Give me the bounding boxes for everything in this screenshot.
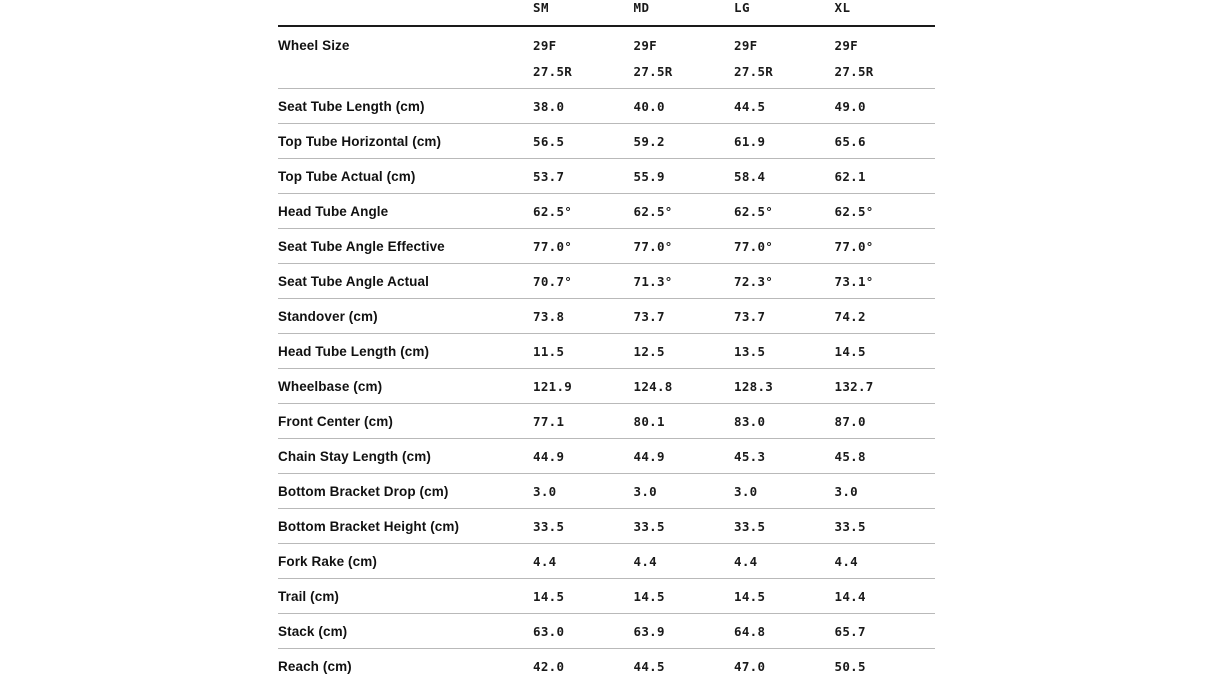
cell-value bbox=[835, 89, 936, 124]
cell-value bbox=[533, 299, 634, 334]
cell-value bbox=[533, 544, 634, 579]
cell-value bbox=[533, 194, 634, 229]
table-row bbox=[278, 369, 935, 404]
cell-value bbox=[634, 264, 735, 299]
cell-value-primary: 14.5 bbox=[633, 589, 665, 604]
cell-value-primary: 14.5 bbox=[533, 589, 565, 604]
cell-value bbox=[634, 124, 735, 159]
cell-value bbox=[835, 159, 936, 194]
cell-value bbox=[835, 334, 936, 369]
cell-value-primary: 11.5 bbox=[533, 344, 565, 359]
column-header-lg: LG bbox=[734, 0, 835, 26]
cell-value-primary: 128.3 bbox=[734, 379, 774, 394]
cell-value bbox=[533, 229, 634, 264]
cell-value bbox=[734, 614, 835, 649]
table-row bbox=[278, 404, 935, 439]
cell-value bbox=[533, 579, 634, 614]
cell-value bbox=[734, 474, 835, 509]
cell-value bbox=[835, 264, 936, 299]
column-header-xl: XL bbox=[835, 0, 936, 26]
cell-value-primary: 63.0 bbox=[533, 624, 565, 639]
cell-value-primary: 73.7 bbox=[633, 309, 665, 324]
cell-value-primary: 132.7 bbox=[834, 379, 874, 394]
table-row bbox=[278, 194, 935, 229]
table-row bbox=[278, 334, 935, 369]
cell-value bbox=[634, 404, 735, 439]
cell-value-secondary: 27.5R bbox=[533, 64, 573, 79]
cell-value bbox=[533, 509, 634, 544]
cell-value bbox=[533, 439, 634, 474]
cell-value-primary: 59.2 bbox=[633, 134, 665, 149]
cell-value-primary: 12.5 bbox=[633, 344, 665, 359]
cell-value-primary: 29F bbox=[533, 38, 557, 53]
cell-value-primary: 74.2 bbox=[834, 309, 866, 324]
row-label: Top Tube Horizontal (cm) bbox=[278, 124, 533, 159]
table-corner-cell bbox=[278, 0, 533, 26]
cell-value bbox=[734, 509, 835, 544]
cell-value-primary: 77.0° bbox=[834, 239, 874, 254]
cell-value bbox=[533, 649, 634, 683]
cell-value bbox=[533, 264, 634, 299]
cell-value-primary: 29F bbox=[633, 38, 657, 53]
table-row bbox=[278, 474, 935, 509]
table-row bbox=[278, 159, 935, 194]
cell-value bbox=[734, 89, 835, 124]
cell-value bbox=[835, 614, 936, 649]
cell-value-primary: 53.7 bbox=[533, 169, 565, 184]
cell-value bbox=[533, 159, 634, 194]
cell-value bbox=[734, 439, 835, 474]
cell-value bbox=[634, 439, 735, 474]
cell-value bbox=[835, 229, 936, 264]
row-label: Head Tube Length (cm) bbox=[278, 334, 533, 369]
table-body bbox=[278, 26, 935, 683]
table-row bbox=[278, 89, 935, 124]
cell-value bbox=[634, 614, 735, 649]
cell-value-primary: 77.0° bbox=[633, 239, 673, 254]
cell-value-primary: 50.5 bbox=[834, 659, 866, 674]
cell-value-primary: 87.0 bbox=[834, 414, 866, 429]
cell-value bbox=[734, 124, 835, 159]
cell-value-primary: 45.3 bbox=[734, 449, 766, 464]
cell-value bbox=[835, 369, 936, 404]
table-row bbox=[278, 26, 935, 89]
cell-value-primary: 42.0 bbox=[533, 659, 565, 674]
cell-value-primary: 38.0 bbox=[533, 99, 565, 114]
cell-value bbox=[533, 614, 634, 649]
cell-value-secondary: 27.5R bbox=[734, 64, 774, 79]
cell-value bbox=[835, 124, 936, 159]
cell-value bbox=[835, 649, 936, 683]
cell-value-primary: 73.8 bbox=[533, 309, 565, 324]
row-label: Stack (cm) bbox=[278, 614, 533, 649]
cell-value-primary: 33.5 bbox=[834, 519, 866, 534]
row-label: Trail (cm) bbox=[278, 579, 533, 614]
cell-value-primary: 14.5 bbox=[834, 344, 866, 359]
cell-value bbox=[634, 26, 735, 89]
row-label: Top Tube Actual (cm) bbox=[278, 159, 533, 194]
cell-value-primary: 62.5° bbox=[633, 204, 673, 219]
cell-value bbox=[533, 369, 634, 404]
cell-value bbox=[835, 404, 936, 439]
cell-value-primary: 121.9 bbox=[533, 379, 573, 394]
geometry-table bbox=[278, 0, 935, 683]
cell-value bbox=[734, 369, 835, 404]
cell-value bbox=[634, 579, 735, 614]
cell-value bbox=[533, 124, 634, 159]
cell-value bbox=[835, 474, 936, 509]
row-label: Wheelbase (cm) bbox=[278, 369, 533, 404]
cell-value bbox=[533, 334, 634, 369]
table-row bbox=[278, 649, 935, 683]
cell-value-primary: 33.5 bbox=[633, 519, 665, 534]
row-label: Head Tube Angle bbox=[278, 194, 533, 229]
cell-value-primary: 4.4 bbox=[734, 554, 758, 569]
cell-value-primary: 33.5 bbox=[734, 519, 766, 534]
row-label: Wheel Size bbox=[278, 26, 533, 89]
cell-value bbox=[634, 544, 735, 579]
cell-value-primary: 73.1° bbox=[834, 274, 874, 289]
table-row bbox=[278, 264, 935, 299]
cell-value-primary: 77.0° bbox=[533, 239, 573, 254]
cell-value bbox=[734, 159, 835, 194]
table-row bbox=[278, 509, 935, 544]
table-row bbox=[278, 544, 935, 579]
cell-value bbox=[734, 404, 835, 439]
table-row bbox=[278, 229, 935, 264]
cell-value-primary: 44.5 bbox=[734, 99, 766, 114]
cell-value-primary: 61.9 bbox=[734, 134, 766, 149]
cell-value bbox=[835, 194, 936, 229]
cell-value bbox=[835, 509, 936, 544]
cell-value-primary: 62.5° bbox=[834, 204, 874, 219]
cell-value-primary: 45.8 bbox=[834, 449, 866, 464]
cell-value bbox=[835, 579, 936, 614]
cell-value-primary: 3.0 bbox=[734, 484, 758, 499]
table-row bbox=[278, 439, 935, 474]
row-label: Seat Tube Angle Actual bbox=[278, 264, 533, 299]
table-row bbox=[278, 579, 935, 614]
cell-value-primary: 62.1 bbox=[834, 169, 866, 184]
cell-value-primary: 62.5° bbox=[734, 204, 774, 219]
cell-value bbox=[734, 649, 835, 683]
cell-value bbox=[634, 369, 735, 404]
cell-value bbox=[734, 229, 835, 264]
cell-value bbox=[734, 299, 835, 334]
cell-value-primary: 73.7 bbox=[734, 309, 766, 324]
table-header bbox=[278, 0, 935, 26]
cell-value-primary: 64.8 bbox=[734, 624, 766, 639]
cell-value-primary: 44.9 bbox=[533, 449, 565, 464]
cell-value bbox=[634, 299, 735, 334]
row-label: Bottom Bracket Drop (cm) bbox=[278, 474, 533, 509]
cell-value-primary: 14.5 bbox=[734, 589, 766, 604]
cell-value-primary: 49.0 bbox=[834, 99, 866, 114]
row-label: Seat Tube Angle Effective bbox=[278, 229, 533, 264]
cell-value bbox=[533, 26, 634, 89]
cell-value bbox=[634, 89, 735, 124]
cell-value-primary: 77.0° bbox=[734, 239, 774, 254]
cell-value-primary: 72.3° bbox=[734, 274, 774, 289]
cell-value bbox=[734, 334, 835, 369]
cell-value-primary: 55.9 bbox=[633, 169, 665, 184]
cell-value-secondary: 27.5R bbox=[834, 64, 874, 79]
cell-value-primary: 3.0 bbox=[533, 484, 557, 499]
cell-value-primary: 63.9 bbox=[633, 624, 665, 639]
cell-value bbox=[835, 439, 936, 474]
cell-value-primary: 44.5 bbox=[633, 659, 665, 674]
cell-value-primary: 14.4 bbox=[834, 589, 866, 604]
cell-value bbox=[533, 89, 634, 124]
geometry-table-container bbox=[278, 0, 935, 683]
row-label: Reach (cm) bbox=[278, 659, 352, 674]
cell-value-primary: 65.7 bbox=[834, 624, 866, 639]
cell-value bbox=[734, 194, 835, 229]
cell-value-primary: 77.1 bbox=[533, 414, 565, 429]
table-row bbox=[278, 614, 935, 649]
cell-value-primary: 33.5 bbox=[533, 519, 565, 534]
cell-value-primary: 71.3° bbox=[633, 274, 673, 289]
row-label: Standover (cm) bbox=[278, 299, 533, 334]
cell-value bbox=[835, 299, 936, 334]
cell-value bbox=[835, 544, 936, 579]
cell-value-primary: 70.7° bbox=[533, 274, 573, 289]
cell-value bbox=[634, 229, 735, 264]
cell-value bbox=[634, 649, 735, 683]
cell-value bbox=[533, 404, 634, 439]
cell-value-primary: 65.6 bbox=[834, 134, 866, 149]
cell-value-primary: 29F bbox=[734, 38, 758, 53]
cell-value-primary: 83.0 bbox=[734, 414, 766, 429]
row-label: Seat Tube Length (cm) bbox=[278, 89, 533, 124]
cell-value bbox=[734, 264, 835, 299]
cell-value-primary: 29F bbox=[834, 38, 858, 53]
cell-value bbox=[634, 194, 735, 229]
cell-value bbox=[533, 474, 634, 509]
column-header-sm: SM bbox=[533, 0, 634, 26]
table-header-row bbox=[278, 0, 935, 26]
cell-value-primary: 3.0 bbox=[834, 484, 858, 499]
cell-value bbox=[634, 334, 735, 369]
cell-value bbox=[734, 544, 835, 579]
column-header-md: MD bbox=[634, 0, 735, 26]
cell-value-primary: 44.9 bbox=[633, 449, 665, 464]
cell-value-primary: 47.0 bbox=[734, 659, 766, 674]
cell-value-primary: 4.4 bbox=[834, 554, 858, 569]
cell-value-primary: 3.0 bbox=[633, 484, 657, 499]
row-label: Chain Stay Length (cm) bbox=[278, 439, 533, 474]
cell-value-primary: 58.4 bbox=[734, 169, 766, 184]
cell-value bbox=[734, 26, 835, 89]
table-row bbox=[278, 299, 935, 334]
cell-value bbox=[634, 509, 735, 544]
cell-value bbox=[835, 26, 936, 89]
table-row bbox=[278, 124, 935, 159]
row-label: Front Center (cm) bbox=[278, 404, 533, 439]
cell-value-primary: 62.5° bbox=[533, 204, 573, 219]
cell-value-primary: 40.0 bbox=[633, 99, 665, 114]
cell-value bbox=[634, 474, 735, 509]
cell-value bbox=[634, 159, 735, 194]
cell-value bbox=[734, 579, 835, 614]
cell-value-secondary: 27.5R bbox=[633, 64, 673, 79]
cell-value-primary: 4.4 bbox=[533, 554, 557, 569]
cell-value-primary: 56.5 bbox=[533, 134, 565, 149]
cell-value-primary: 13.5 bbox=[734, 344, 766, 359]
cell-value-primary: 124.8 bbox=[633, 379, 673, 394]
cell-value-primary: 4.4 bbox=[633, 554, 657, 569]
row-label: Fork Rake (cm) bbox=[278, 544, 533, 579]
cell-value-primary: 80.1 bbox=[633, 414, 665, 429]
row-label: Bottom Bracket Height (cm) bbox=[278, 509, 533, 544]
